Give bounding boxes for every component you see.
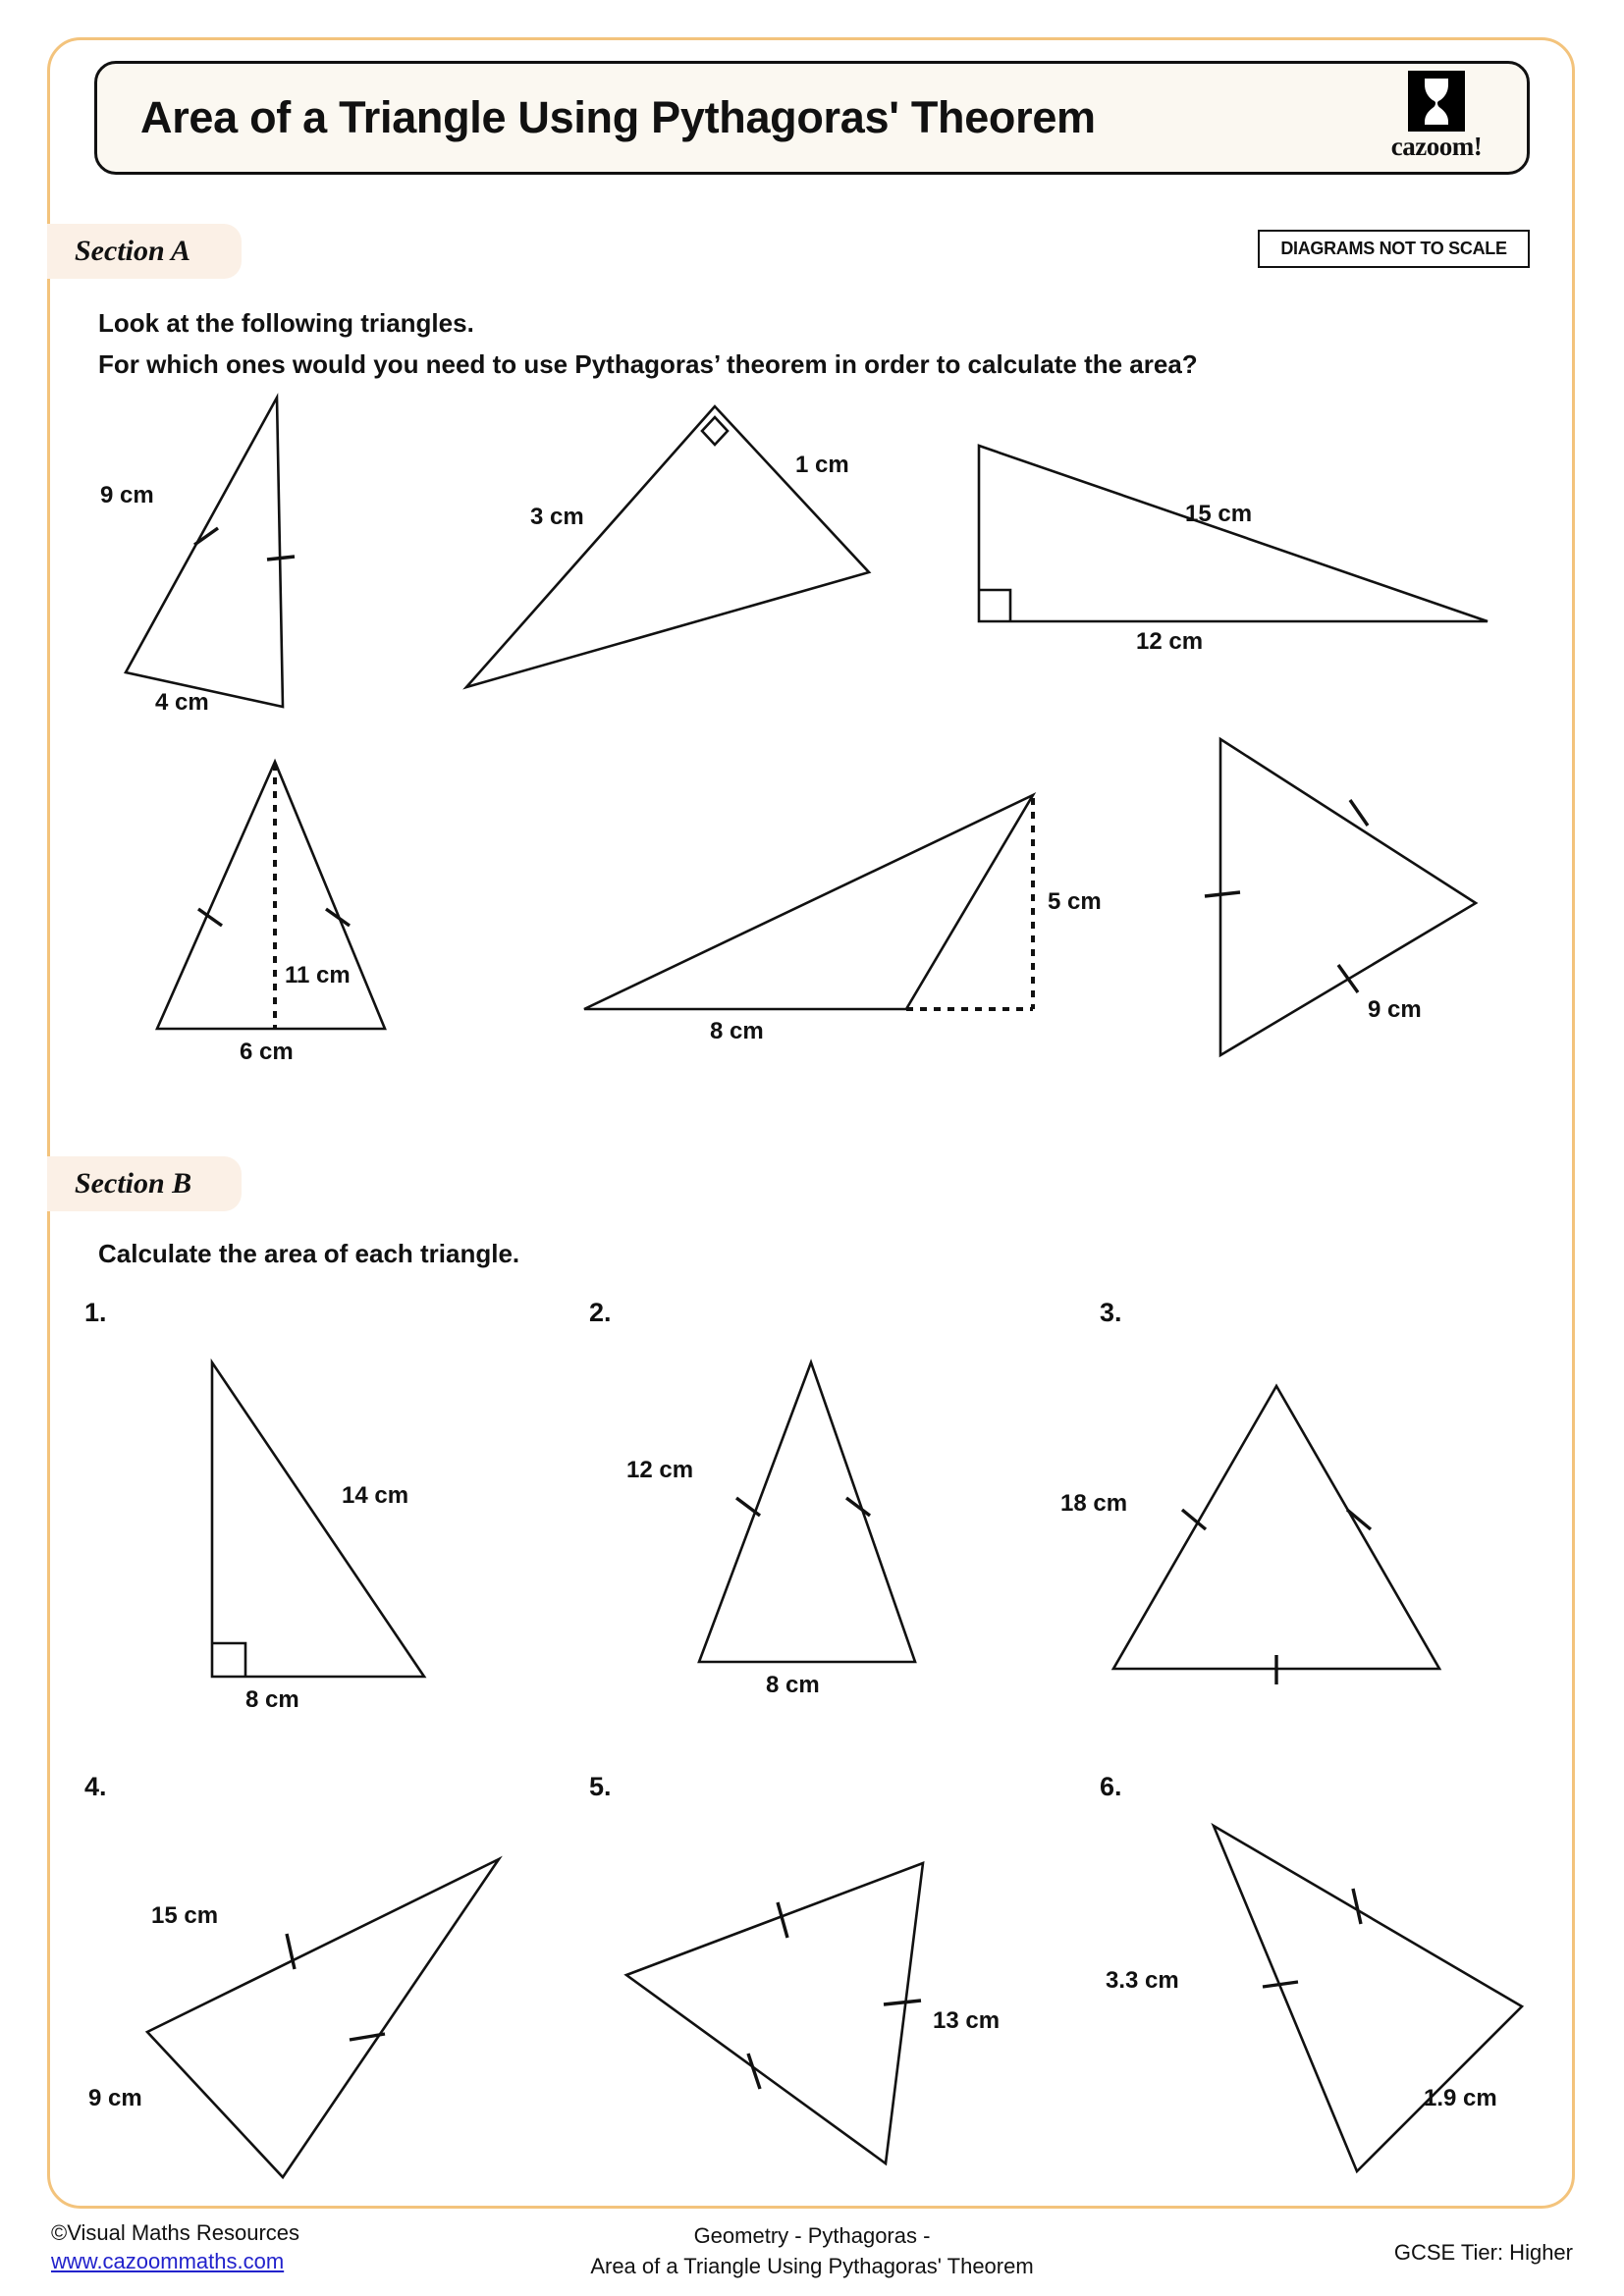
question-number-4: 4. — [84, 1772, 107, 1801]
figure-q3 — [1060, 1374, 1473, 1708]
label-a5-base: 8 cm — [710, 1018, 764, 1044]
footer-topic-line-2: Area of a Triangle Using Pythagoras' Theorem — [590, 2254, 1034, 2278]
label-q1-hyp: 14 cm — [342, 1482, 409, 1509]
figure-a5 — [565, 771, 1134, 1055]
footer-topic-line-1: Geometry - Pythagoras - — [693, 2223, 931, 2248]
footer-website-link[interactable]: www.cazoommaths.com — [51, 2249, 285, 2273]
label-q2-base: 8 cm — [766, 1672, 820, 1698]
section-a-label: Section A — [75, 235, 191, 267]
label-a4-height: 11 cm — [285, 962, 351, 988]
section-a-header — [47, 224, 242, 279]
figure-q6 — [1106, 1818, 1551, 2201]
question-number-2: 2. — [589, 1298, 612, 1327]
label-a3-hyp: 15 cm — [1185, 501, 1253, 527]
figure-a6 — [1193, 721, 1527, 1065]
figure-a1 — [100, 388, 422, 721]
cazoom-wordmark: cazoom! — [1390, 132, 1483, 161]
question-number-3: 3. — [1100, 1298, 1122, 1327]
section-b-instruction: Calculate the area of each triangle. — [98, 1239, 520, 1268]
hourglass-logo-icon — [1408, 71, 1465, 132]
question-number-1: 1. — [84, 1298, 107, 1327]
label-q5-side: 13 cm — [933, 2007, 1001, 2034]
label-a5-height: 5 cm — [1048, 888, 1102, 915]
label-a1-side: 9 cm — [100, 482, 154, 508]
label-a4-base: 6 cm — [240, 1039, 294, 1065]
figure-a3 — [967, 440, 1497, 655]
figure-q1 — [196, 1353, 491, 1713]
section-b-header — [47, 1156, 242, 1211]
footer-copyright: ©Visual Maths Resources — [51, 2220, 300, 2245]
cazoom-logo — [1372, 71, 1501, 165]
section-a-instruction-1: Look at the following triangles. — [98, 308, 474, 338]
figure-a2 — [452, 393, 884, 707]
label-q2-side: 12 cm — [626, 1457, 694, 1483]
page-footer — [0, 2216, 1624, 2296]
worksheet-title-bar — [94, 61, 1530, 175]
not-to-scale-label: DIAGRAMS NOT TO SCALE — [1280, 239, 1507, 258]
question-number-6: 6. — [1100, 1772, 1122, 1801]
page-title: Area of a Triangle Using Pythagoras' Theorem — [140, 92, 1096, 142]
figure-q4 — [88, 1826, 530, 2199]
footer-center-block — [0, 2220, 1624, 2281]
label-a2-left: 3 cm — [530, 504, 584, 530]
label-q4-left: 9 cm — [88, 2085, 142, 2111]
label-a1-base: 4 cm — [155, 689, 209, 716]
footer-tier: GCSE Tier: Higher — [1393, 2240, 1573, 2265]
diagrams-not-to-scale-badge — [1258, 230, 1530, 268]
label-a2-right: 1 cm — [795, 452, 849, 478]
section-a-instruction-2: For which ones would you need to use Pythagoras’ theorem in order to calculate the area? — [98, 349, 1198, 379]
label-q6-left: 3.3 cm — [1106, 1967, 1179, 1994]
label-q6-right: 1.9 cm — [1424, 2085, 1497, 2111]
figure-q5 — [609, 1836, 1001, 2199]
label-q3-side: 18 cm — [1060, 1490, 1128, 1517]
question-number-5: 5. — [589, 1772, 612, 1801]
label-a6-side: 9 cm — [1368, 996, 1422, 1023]
label-q1-base: 8 cm — [245, 1686, 299, 1713]
figure-a4 — [137, 744, 452, 1078]
label-a3-base: 12 cm — [1136, 628, 1204, 655]
label-q4-top: 15 cm — [151, 1902, 219, 1929]
figure-q2 — [626, 1353, 962, 1706]
section-b-label: Section B — [75, 1167, 192, 1200]
